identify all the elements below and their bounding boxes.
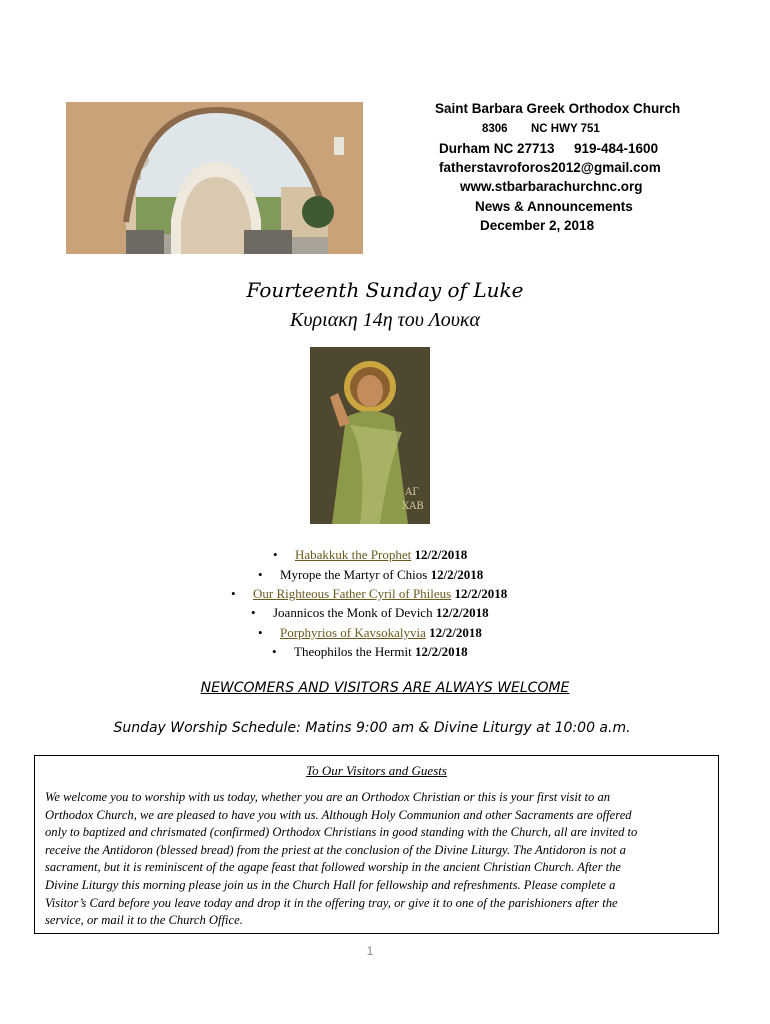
greek-subtitle: Κυριακη 14η του Λουκα <box>290 309 480 331</box>
email-link[interactable]: fatherstavroforos2012@gmail.com <box>439 160 661 175</box>
visitors-text-line: service, or mail it to the Church Office. <box>45 913 243 928</box>
icon-inscription: ΑΓ <box>405 487 420 498</box>
feast-item-cyril: • Our Righteous Father Cyril of Phileus 12/2/2018 <box>231 586 508 601</box>
visitors-text-line: receive the Antidoron (blessed bread) from the priest at the conclusion of the Divine Liturgy. The Antidoron is not a <box>45 842 626 857</box>
phone-number: 919-484-1600 <box>574 141 659 156</box>
visitors-box-title: To Our Visitors and Guests <box>306 763 447 778</box>
page-number: 1 <box>366 944 374 958</box>
visitors-text-line: Visitor’s Card before you leave today and drop it in the offering tray, or give it to one of the parishioners after the <box>45 895 618 910</box>
bulletin-date: December 2, 2018 <box>480 218 595 233</box>
street-name: NC HWY 751 <box>531 123 600 135</box>
worship-schedule: Sunday Worship Schedule: Matins 9:00 am & Divine Liturgy at 10:00 a.m. <box>113 720 631 736</box>
page-title: Fourteenth Sunday of Luke <box>246 278 524 302</box>
church-name: Saint Barbara Greek Orthodox Church <box>435 101 681 116</box>
visitors-text-line: We welcome you to worship with us today, whether you are an Orthodox Christian or this is your first visit to an <box>45 790 611 804</box>
visitors-box <box>34 755 719 934</box>
visitors-box-text <box>45 789 710 930</box>
welcome-banner: NEWCOMERS AND VISITORS ARE ALWAYS WELCOME <box>200 680 570 696</box>
feast-link-habakkuk[interactable]: Habakkuk the Prophet <box>295 547 412 562</box>
feast-item-joannicos: • Joannicos the Monk of Devich 12/2/2018 <box>251 605 489 620</box>
feast-item-theophilos: • Theophilos the Hermit 12/2/2018 <box>272 644 468 659</box>
street-number: 8306 <box>482 123 508 135</box>
visitors-text-line: Divine Liturgy this morning please join us in the Church Hall for fellowship and refreshments. Please complete a <box>45 877 616 892</box>
saint-icon-image <box>310 347 430 524</box>
feast-item-porphyrios: • Porphyrios of Kavsokalyvia 12/2/2018 <box>258 625 482 640</box>
visitors-text-line: Orthodox Church, we are pleased to have you with us. Although Holy Communion and other Sacraments are offered <box>45 807 632 822</box>
feast-item-myrope: • Myrope the Martyr of Chios 12/2/2018 <box>258 567 484 582</box>
city-zip: Durham NC 27713 <box>439 141 555 156</box>
feast-link-cyril[interactable]: Our Righteous Father Cyril of Phileus <box>253 586 452 601</box>
visitors-text-line: sacrament, but it is reminiscent of the agape feast that followed worship in the ancient Christian Church. After the <box>45 860 622 875</box>
section-heading: News & Announcements <box>475 199 633 214</box>
church-photo <box>66 102 363 254</box>
feast-item-habakkuk: • Habakkuk the Prophet 12/2/2018 <box>273 547 468 562</box>
feast-link-porphyrios[interactable]: Porphyrios of Kavsokalyvia <box>280 625 426 640</box>
svg-text:ΧΑΒ: ΧΑΒ <box>402 501 424 512</box>
website-link[interactable]: www.stbarbarachurchnc.org <box>460 179 643 194</box>
visitors-text-line: only to baptized and chrismated (confirmed) Orthodox Christians in good standing with the Church, all are invited to <box>45 825 638 840</box>
